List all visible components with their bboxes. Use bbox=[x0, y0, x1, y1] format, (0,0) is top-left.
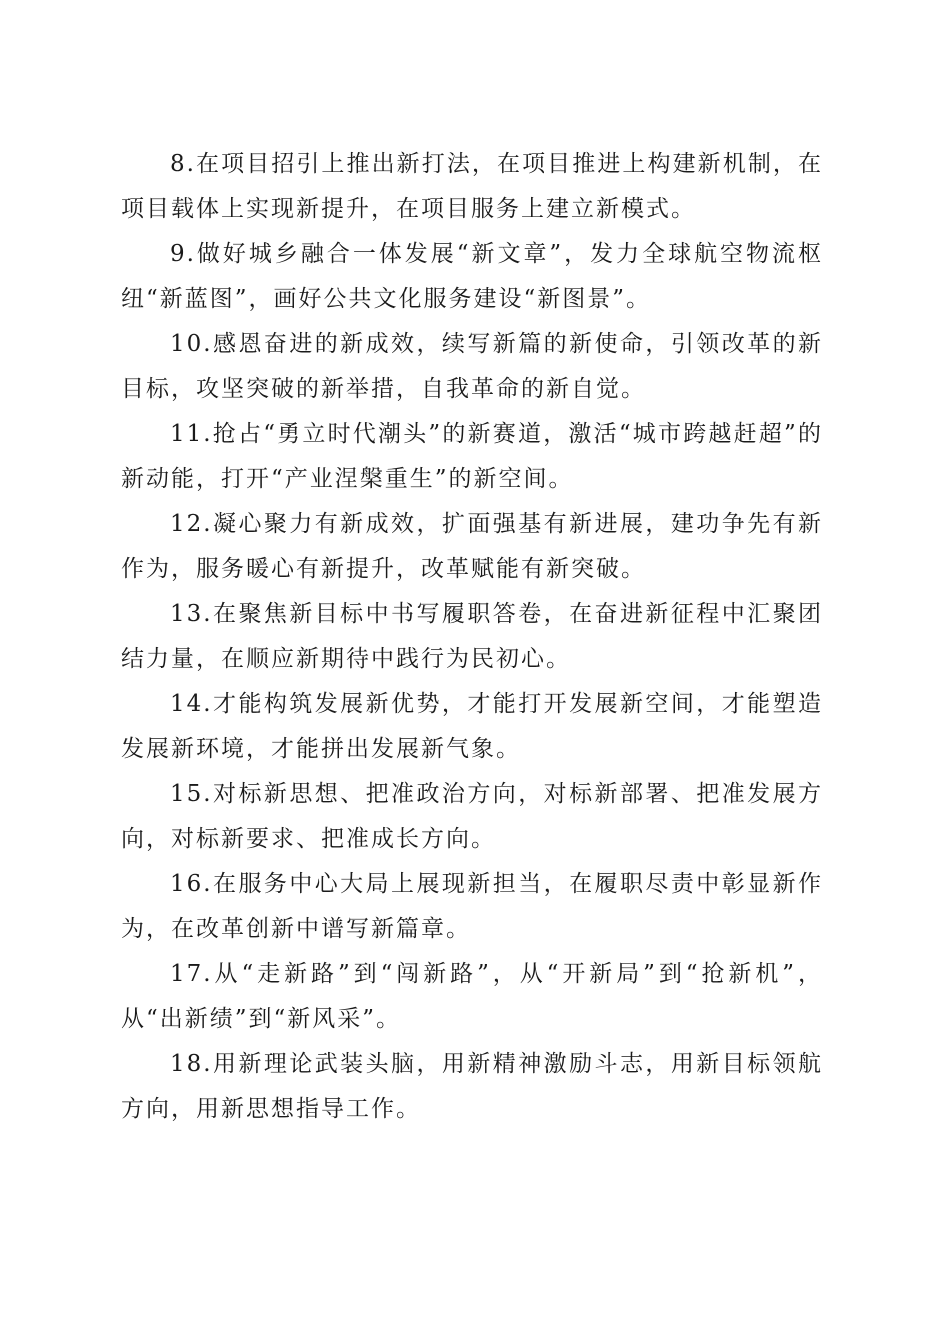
paragraph-item-13: 13.在聚焦新目标中书写履职答卷，在奋进新征程中汇聚团结力量，在顺应新期待中践行为民初心。 bbox=[121, 601, 823, 672]
paragraph-item-11: 11.抢占“勇立时代潮头”的新赛道，激活“城市跨越赶超”的新动能，打开“产业涅槃重生”的新空间。 bbox=[121, 421, 823, 492]
document-body bbox=[121, 142, 823, 1132]
paragraph-item-17: 17.从“走新路”到“闯新路”，从“开新局”到“抢新机”，从“出新绩”到“新风采”。 bbox=[121, 961, 823, 1032]
paragraph-item-18: 18.用新理论武装头脑，用新精神激励斗志，用新目标领航方向，用新思想指导工作。 bbox=[121, 1051, 823, 1122]
paragraph-item-10: 10.感恩奋进的新成效，续写新篇的新使命，引领改革的新目标，攻坚突破的新举措，自我革命的新自觉。 bbox=[121, 331, 823, 402]
paragraph-item-16: 16.在服务中心大局上展现新担当，在履职尽责中彰显新作为，在改革创新中谱写新篇章。 bbox=[121, 871, 823, 942]
paragraph-item-9: 9.做好城乡融合一体发展“新文章”，发力全球航空物流枢纽“新蓝图”，画好公共文化服务建设“新图景”。 bbox=[121, 241, 823, 312]
paragraph-item-12: 12.凝心聚力有新成效，扩面强基有新进展，建功争先有新作为，服务暖心有新提升，改革赋能有新突破。 bbox=[121, 511, 823, 582]
paragraph-item-15: 15.对标新思想、把准政治方向，对标新部署、把准发展方向，对标新要求、把准成长方向。 bbox=[121, 781, 823, 852]
paragraph-item-8: 8.在项目招引上推出新打法，在项目推进上构建新机制，在项目载体上实现新提升，在项目服务上建立新模式。 bbox=[121, 151, 823, 222]
paragraph-item-14: 14.才能构筑发展新优势，才能打开发展新空间，才能塑造发展新环境，才能拼出发展新气象。 bbox=[121, 691, 823, 762]
